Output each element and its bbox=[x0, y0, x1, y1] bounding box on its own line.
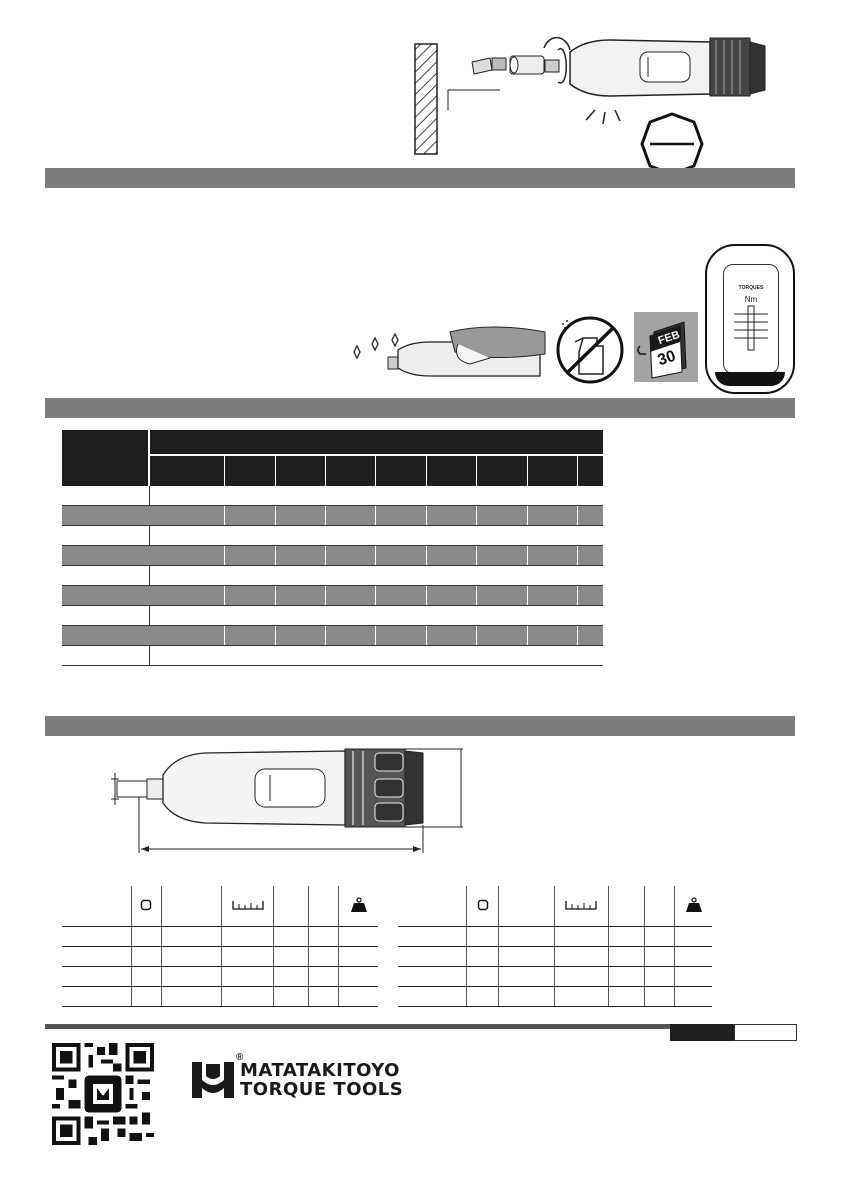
table-row bbox=[398, 927, 712, 947]
dial-window bbox=[723, 264, 779, 374]
calendar-day: 30 bbox=[655, 347, 678, 370]
brand-logo-icon bbox=[190, 1058, 236, 1100]
table-row bbox=[398, 967, 712, 987]
table-row bbox=[62, 626, 603, 646]
spec-header-group bbox=[149, 430, 603, 455]
table-row bbox=[62, 586, 603, 606]
footer-rule bbox=[45, 1024, 670, 1029]
dimension-drawing bbox=[105, 745, 475, 860]
ruler-icon bbox=[555, 886, 608, 927]
table-row bbox=[62, 486, 603, 506]
table-row bbox=[62, 506, 603, 526]
dial-bottom-band bbox=[715, 372, 785, 386]
dim-header-model bbox=[398, 886, 467, 927]
section-bar-2 bbox=[45, 398, 795, 418]
table-row bbox=[62, 987, 378, 1007]
dim-header-range bbox=[161, 886, 222, 927]
no-spray-icon bbox=[553, 312, 628, 387]
spec-col-header bbox=[326, 455, 376, 486]
table-row bbox=[62, 646, 603, 666]
qr-code bbox=[52, 1043, 154, 1145]
dim-header-range bbox=[498, 886, 554, 927]
dimension-table-right bbox=[398, 886, 712, 1007]
spec-col-header bbox=[527, 455, 577, 486]
dim-header-b bbox=[308, 886, 339, 927]
spec-col-header bbox=[477, 455, 527, 486]
spec-col-header bbox=[275, 455, 325, 486]
dial-unit: Nm bbox=[744, 295, 758, 304]
section-bar-1 bbox=[45, 168, 795, 188]
ruler-icon bbox=[222, 886, 274, 927]
torque-dial-panel bbox=[705, 244, 795, 394]
footer-tab-light bbox=[734, 1024, 797, 1041]
dim-header-model bbox=[62, 886, 131, 927]
square-drive-icon bbox=[131, 886, 161, 927]
cleaning-illustration bbox=[340, 312, 550, 387]
calendar-icon bbox=[634, 312, 698, 382]
table-row bbox=[62, 526, 603, 546]
dim-header-a bbox=[273, 886, 308, 927]
weight-icon bbox=[339, 886, 378, 927]
wall-icon bbox=[415, 44, 437, 154]
table-row bbox=[398, 947, 712, 967]
spec-header-model bbox=[62, 430, 149, 486]
calendar-tile bbox=[634, 312, 698, 382]
table-row bbox=[62, 606, 603, 626]
brand-subtitle: TORQUE TOOLS bbox=[240, 1079, 404, 1100]
dial-scale bbox=[724, 304, 778, 354]
table-row bbox=[398, 987, 712, 1007]
table-row bbox=[62, 566, 603, 586]
table-row bbox=[62, 967, 378, 987]
dim-header-a bbox=[608, 886, 644, 927]
spec-col-header bbox=[149, 455, 225, 486]
weight-icon bbox=[675, 886, 712, 927]
spec-col-header bbox=[426, 455, 476, 486]
square-drive-icon bbox=[467, 886, 499, 927]
registered-mark: ® bbox=[236, 1052, 244, 1063]
table-row bbox=[62, 927, 378, 947]
spec-col-header bbox=[376, 455, 426, 486]
calendar-month: FEB bbox=[656, 328, 682, 348]
section-bar-3 bbox=[45, 716, 795, 736]
wall-usage-illustration bbox=[410, 20, 800, 190]
dial-brand: TORQUES bbox=[738, 285, 764, 291]
dimension-table-left bbox=[62, 886, 378, 1007]
table-row bbox=[62, 947, 378, 967]
dim-header-b bbox=[644, 886, 675, 927]
spec-col-header bbox=[578, 455, 603, 486]
spec-col-header bbox=[225, 455, 275, 486]
table-row bbox=[62, 546, 603, 566]
footer-tab-dark bbox=[670, 1024, 734, 1041]
brand-name: MATATAKITOYO bbox=[240, 1060, 400, 1081]
spec-table bbox=[62, 430, 603, 666]
